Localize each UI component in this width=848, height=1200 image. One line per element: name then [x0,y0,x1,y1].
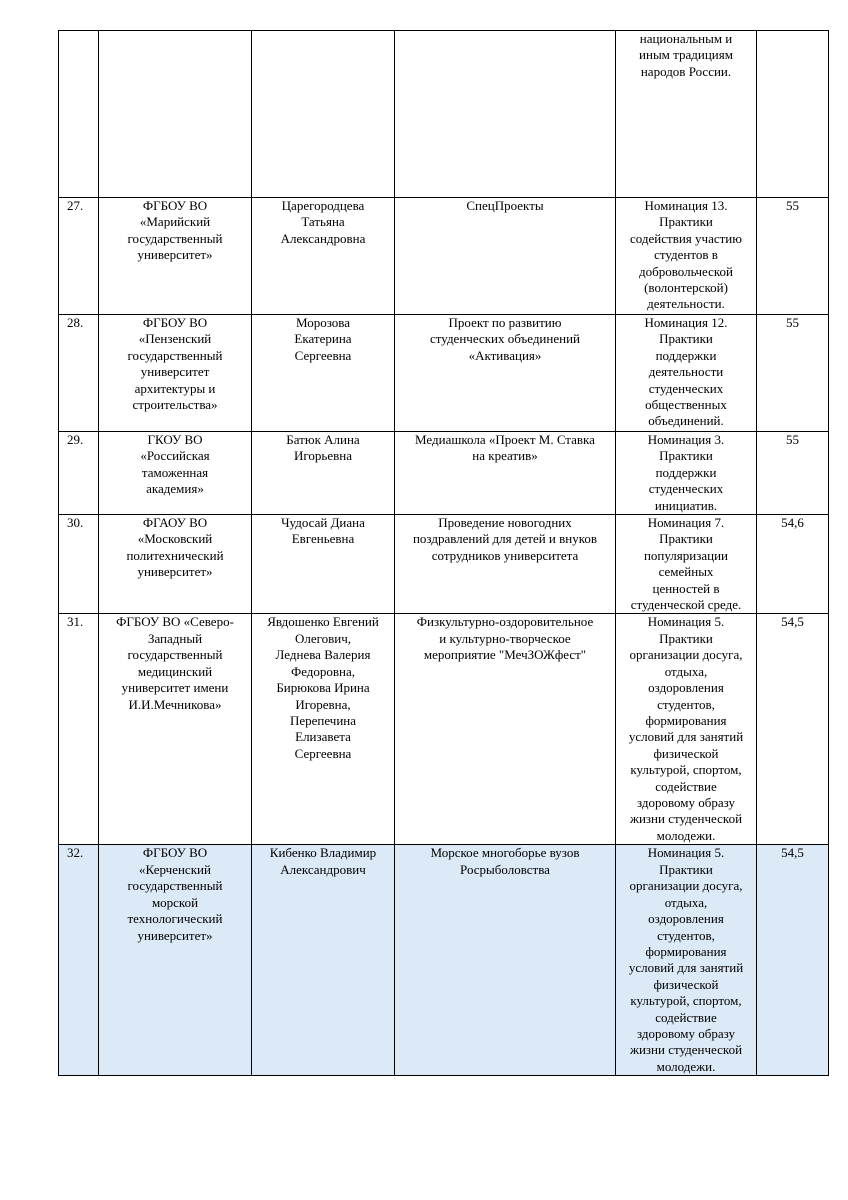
project-name: Проект по развитию студенческих объединений «Активация» [429,315,580,363]
nomination-cell [616,515,757,614]
score-value: 55 [786,432,799,447]
project-cell [395,432,616,515]
score-value: 55 [786,315,799,330]
nomination-cell [616,845,757,1076]
organization-cell [99,31,252,198]
organization-name: ГКОУ ВО «Российская таможенная академия» [140,432,210,497]
table-row [59,198,829,315]
leader-name: Царегородцева Татьяна Александровна [280,198,366,246]
row-number-cell [59,198,99,315]
table-row [59,515,829,614]
score-cell [757,614,829,845]
row-number-cell [59,315,99,432]
project-cell [395,515,616,614]
row-number-cell [59,845,99,1076]
organization-name: ФГБОУ ВО «Марийский государственный университет» [127,198,223,263]
table-row [59,31,829,198]
nomination-cell [616,432,757,515]
organization-cell [99,614,252,845]
score-value: 54,5 [781,614,804,630]
nomination-cell [616,315,757,432]
project-cell [395,614,616,845]
leader-cell [252,845,395,1076]
nomination-text: Номинация 7. Практики популяризации семейных ценностей в студенческой среде. [630,515,742,613]
leader-name: Морозова Екатерина Сергеевна [294,315,352,363]
nomination-cell [616,198,757,315]
score-value: 55 [786,198,799,213]
nomination-text: Номинация 5. Практики организации досуга, отдыха, оздоровления студентов, формирования условий для занятий физической культурой, спортом, содействие здоровому образу жизни студенческой молодежи. [628,614,744,843]
organization-name: ФГБОУ ВО «Северо- Западный государственный медицинский университет имени И.И.Мечникова» [116,614,234,712]
project-name: Физкультурно-оздоровительное и культурно-творческое мероприятие "МечЗОЖфест" [416,614,594,663]
score-value: 54,6 [781,515,804,531]
score-cell [757,515,829,614]
nomination-text: национальным и иным традициям народов России. [639,31,733,79]
nomination-text: Номинация 13. Практики содействия участию студентов в добровольческой (волонтерской) деятельности. [630,198,742,312]
project-cell [395,198,616,315]
row-number: 31. [67,614,84,630]
project-cell [395,845,616,1076]
leader-name: Явдошенко Евгений Олегович, Леднева Валерия Федоровна, Бирюкова Ирина Игоревна, Перепечина Елизавета Сергеевна [267,614,379,761]
score-cell [757,845,829,1076]
organization-cell [99,198,252,315]
score-cell [757,31,829,198]
score-cell [757,198,829,315]
row-number: 27. [67,198,84,213]
nomination-cell [616,31,757,198]
organization-name: ФГБОУ ВО «Керченский государственный морской технологический университет» [127,845,223,943]
row-number-cell [59,515,99,614]
row-number: 28. [67,315,84,330]
results-table [58,30,829,1076]
nomination-text: Номинация 5. Практики организации досуга, отдыха, оздоровления студентов, формирования условий для занятий физической культурой, спортом, содействие здоровому образу жизни студенческой молодежи. [628,845,744,1074]
leader-cell [252,31,395,198]
table-row [59,614,829,845]
leader-cell [252,432,395,515]
row-number: 32. [67,845,84,861]
row-number: 30. [67,515,84,531]
leader-name: Батюк Алина Игорьевна [286,432,360,464]
organization-cell [99,515,252,614]
nomination-text: Номинация 12. Практики поддержки деятельности студенческих общественных объединений. [644,315,728,429]
row-number-cell [59,614,99,845]
organization-name: ФГБОУ ВО «Пензенский государственный университет архитектуры и строительства» [127,315,223,413]
project-cell [395,31,616,198]
nomination-cell [616,614,757,845]
score-cell [757,315,829,432]
row-number: 29. [67,432,84,447]
table-row [59,315,829,432]
leader-cell [252,614,395,845]
project-name: СпецПроекты [466,198,544,213]
leader-name: Чудосай Диана Евгеньевна [281,515,365,547]
organization-cell [99,315,252,432]
project-name: Медиашкола «Проект М. Ставка на креатив» [415,432,595,464]
leader-cell [252,515,395,614]
nomination-text: Номинация 3. Практики поддержки студенческих инициатив. [647,432,725,513]
organization-cell [99,432,252,515]
table-row-highlighted [59,845,829,1076]
project-cell [395,315,616,432]
organization-name: ФГАОУ ВО «Московский политехнический университет» [126,515,224,580]
row-number-cell [59,432,99,515]
project-name: Проведение новогодних поздравлений для детей и внуков сотрудников университета [412,515,598,563]
table-row [59,432,829,515]
row-number-cell [59,31,99,198]
leader-cell [252,198,395,315]
leader-cell [252,315,395,432]
project-name: Морское многоборье вузов Росрыболовства [430,845,580,877]
organization-cell [99,845,252,1076]
leader-name: Кибенко Владимир Александрович [269,845,377,877]
score-value: 54,5 [781,845,804,861]
score-cell [757,432,829,515]
